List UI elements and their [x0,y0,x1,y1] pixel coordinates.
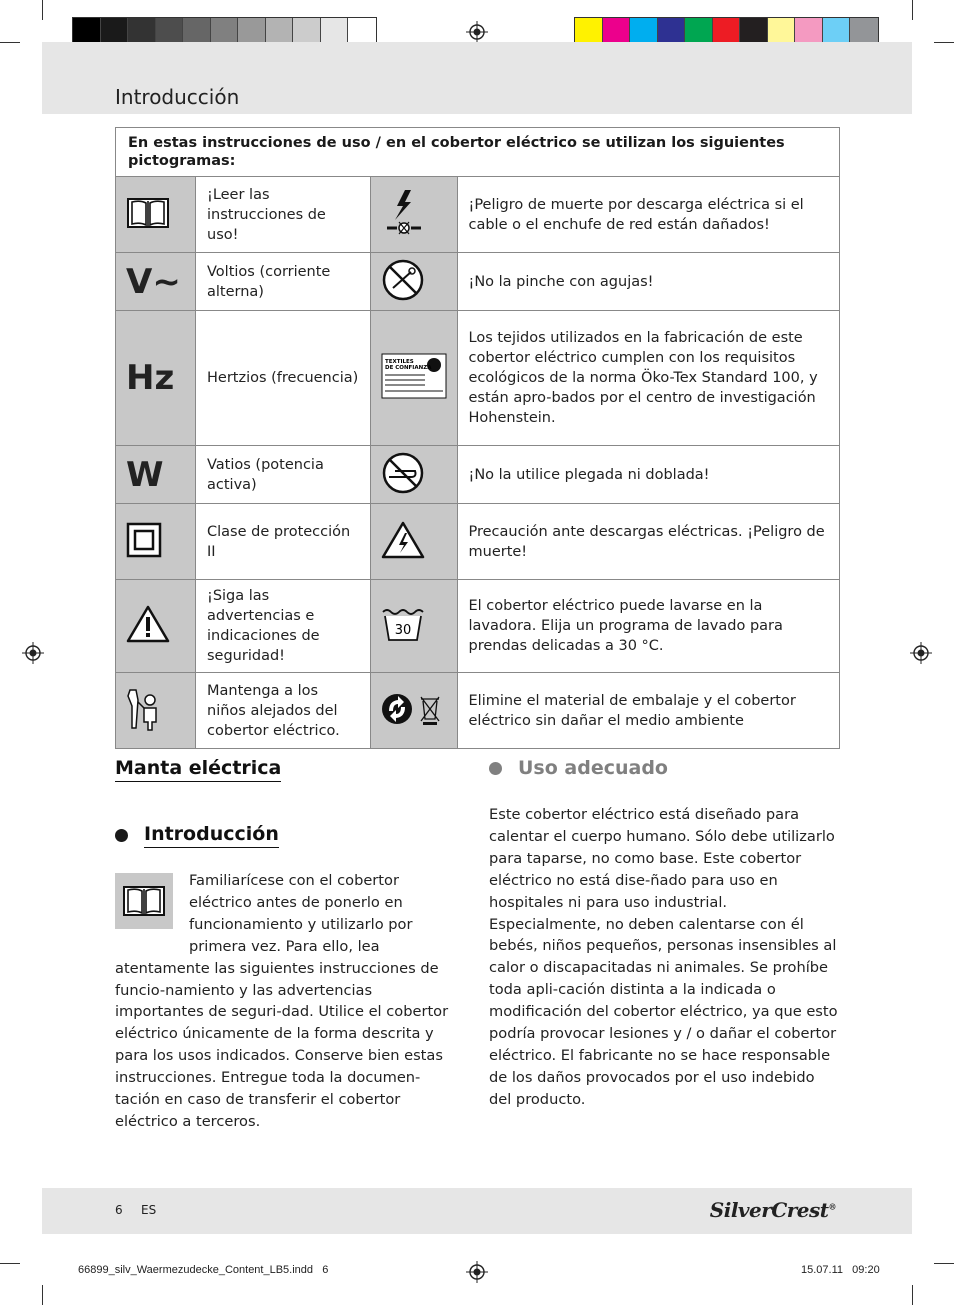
wash-30-icon [381,606,425,642]
bullet-icon [115,829,128,842]
volts-ac-symbol: V~ [126,261,181,302]
svg-text:DE CONFIANZA: DE CONFIANZA [384,365,431,371]
crop-mark [934,42,954,43]
language-code: ES [141,1203,157,1217]
protection-class-ii-icon [126,522,162,558]
recycling-icon [381,691,443,727]
crop-mark [0,1263,20,1264]
table-cell: Vatios (potencia activa) [196,446,371,504]
table-cell: El cobertor eléctrico puede lavarse en la lavadora. Elija un programa de lavado para prendas delicadas a 30 °C. [457,580,840,673]
crop-mark [42,0,43,20]
crop-mark [912,1285,913,1305]
file-slug: 66899_silv_Waermezudecke_Content_LB5.indd 6 [78,1264,329,1276]
pictogram-table [115,127,840,749]
warning-triangle-icon [126,604,170,644]
date-slug: 15.07.11 09:20 [801,1264,880,1276]
table-row [116,446,840,504]
table-row [116,253,840,311]
intro-text: Familiarícese con el cobertor eléctrico antes de ponerlo en funcionamiento y utilizarlo por primera vez. Para ello, lea atentamente las siguientes instrucciones de funcio-namiento y las advertencias importantes de seguri-dad. Utilice el cobertor eléctrico únicamente de la forma descrita y para los usos indicados. Conserve bien estas instrucciones. Entregue toda la documen-tación en caso de transferir el cobertor eléctrico a terceros. [115,872,449,1130]
intro-paragraph [115,870,465,1133]
table-cell: ¡Peligro de muerte por descarga eléctrica si el cable o el enchufe de red están dañados! [457,177,840,253]
section-heading-introduccion [115,823,279,848]
bullet-icon [489,762,502,775]
svg-text:30: 30 [394,623,411,638]
table-cell: Hertzios (frecuencia) [196,311,371,446]
no-needles-icon [381,258,425,302]
registration-mark-icon [22,642,44,664]
table-row [116,504,840,580]
page-number: 6 [115,1203,123,1217]
registration-mark-icon [910,642,932,664]
keep-children-away-icon [126,686,162,732]
oeko-tex-label-icon [381,353,447,399]
section-title-manta: Manta eléctrica [115,757,281,782]
hertz-symbol: Hz [126,358,175,398]
table-cell: Elimine el material de embalaje y el cobertor eléctrico sin dañar el medio ambiente [457,673,840,749]
svg-text:TEXTILES: TEXTILES [384,359,414,365]
table-row [116,311,840,446]
page-title: Introducción [115,85,240,109]
table-cell: ¡No la utilice plegada ni doblada! [457,446,840,504]
no-folding-icon [381,451,425,495]
table-cell: Los tejidos utilizados en la fabricación de este cobertor eléctrico cumplen con los requisitos ecológicos de la norma Öko-Tex Standard 100, y están apro-bados por el centro de investigación Hohenstein. [457,311,840,446]
table-cell: ¡Leer las instrucciones de uso! [196,177,371,253]
table-row [116,177,840,253]
crop-mark [0,42,20,43]
registration-mark-icon [466,1261,488,1283]
uso-paragraph: Este cobertor eléctrico está diseñado para calentar el cuerpo humano. Sólo debe utilizarlo para taparse, no como base. Este cobertor eléctrico no está dise-ñado para uso en hospitales ni para uso industrial. Especialmente, no deben calentarse con él bebés, niños pequeños, personas insensibles al calor o discapacitadas ni animales. Se prohíbe toda apli-cación distinta a la indicada o modificación del cobertor eléctrico, ya que esto podría provocar lesiones y / o dañar el cobertor eléctrico. El fabricante no se hace responsable de los daños provocados por el uso indebido del producto. [489,806,838,1108]
table-heading: En estas instrucciones de uso / en el cobertor eléctrico se utilizan los siguientes pictogramas: [116,128,840,177]
section-heading-uso-adecuado [489,757,668,779]
table-cell: Voltios (corriente alterna) [196,253,371,311]
watts-symbol: W [126,454,164,495]
section-heading-label: Introducción [144,823,279,848]
table-cell: ¡No la pinche con agujas! [457,253,840,311]
book-icon [126,195,170,231]
section-heading-label: Uso adecuado [518,757,668,779]
brand-logo: SilverCrest® [709,1198,836,1222]
table-row [116,673,840,749]
table-cell: Precaución ante descargas eléctricas. ¡Peligro de muerte! [457,504,840,580]
electric-danger-icon [381,188,425,238]
registration-mark-icon [466,21,488,43]
table-cell: ¡Siga las advertencias e indicaciones de seguridad! [196,580,371,673]
high-voltage-warning-icon [381,520,425,560]
crop-mark [42,1285,43,1305]
table-cell: Clase de protección II [196,504,371,580]
table-row [116,580,840,673]
crop-mark [934,1263,954,1264]
table-cell: Mantenga a los niños alejados del cobertor eléctrico. [196,673,371,749]
crop-mark [912,0,913,20]
